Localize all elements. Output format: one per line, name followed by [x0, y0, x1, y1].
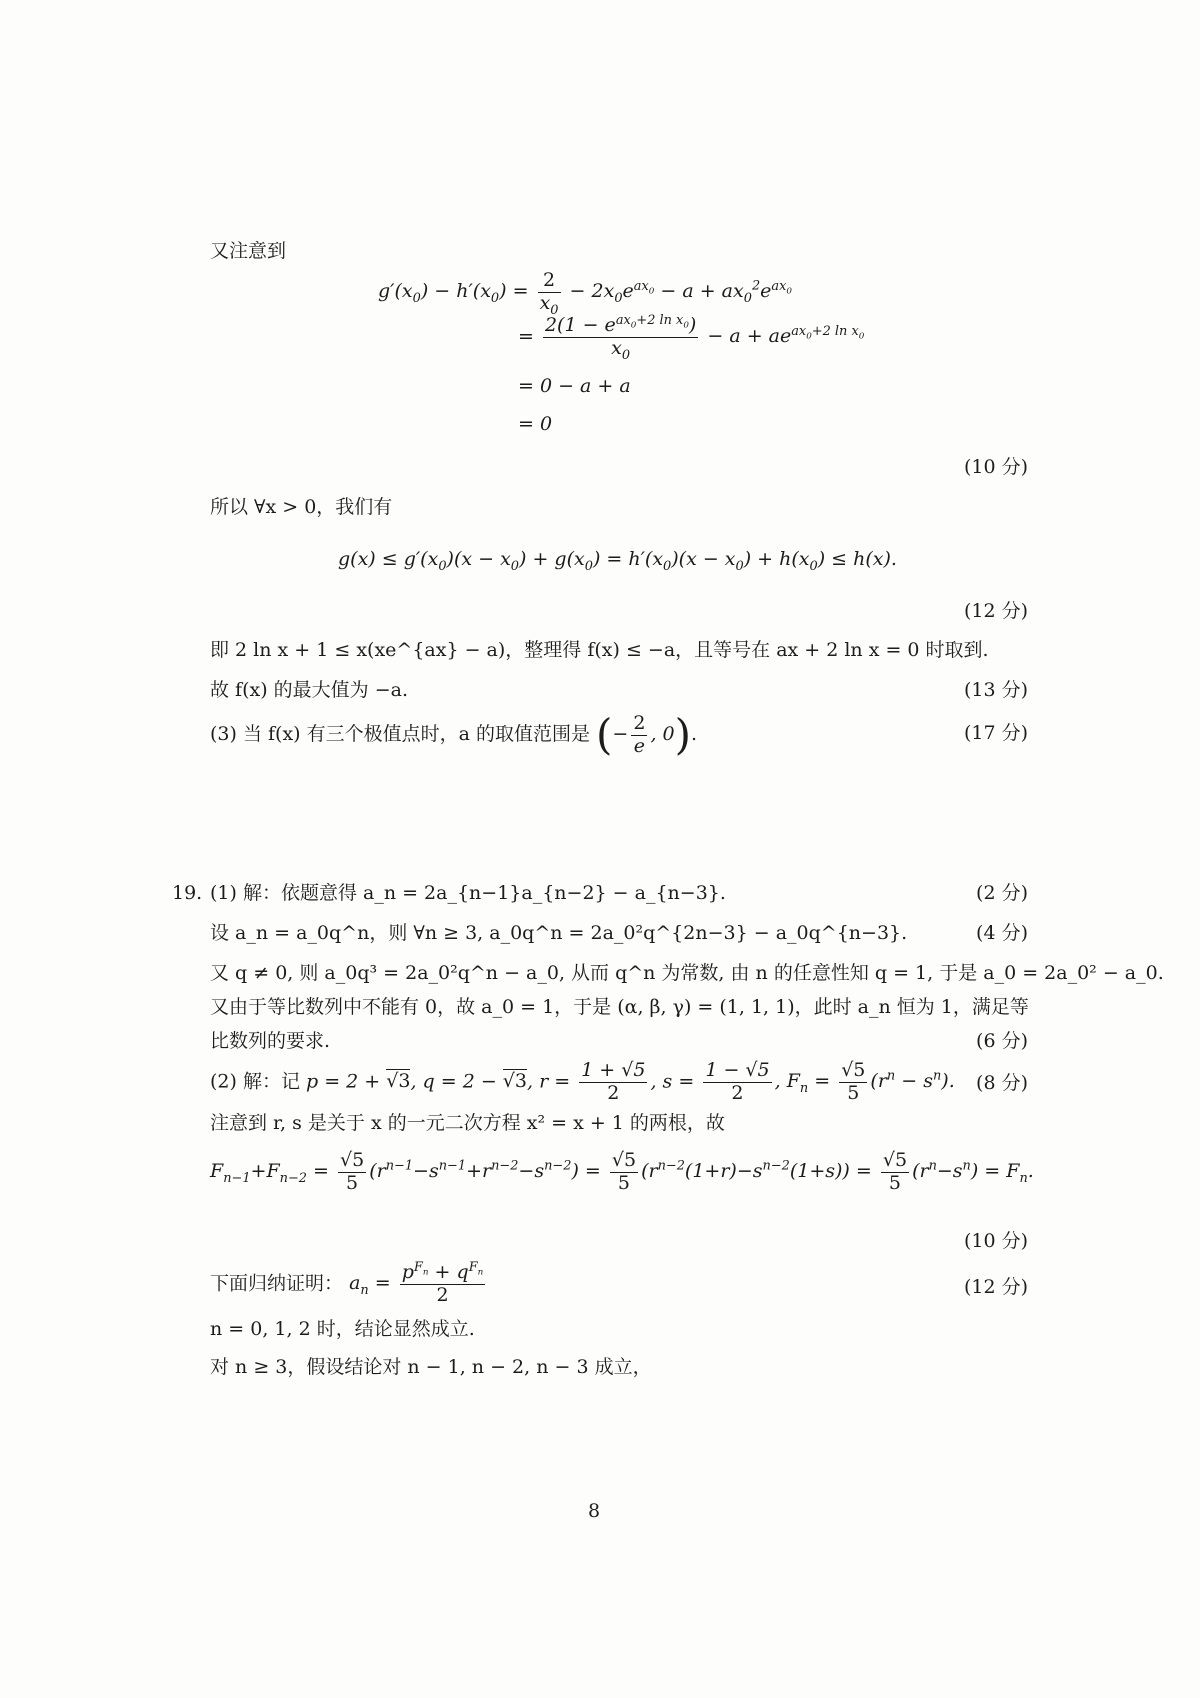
points-4: (4 分)	[976, 922, 1028, 944]
derivation-line-3: = 0 − a + a	[518, 375, 631, 397]
points-2: (2 分)	[976, 882, 1028, 904]
q19-part1-line5: 比数列的要求.	[210, 1030, 331, 1052]
q19-part1-line3: 又 q ≠ 0, 则 a_0q³ = 2a_0²q^n − a_0, 从而 q^n 为常数, 由 n 的任意性知 q = 1, 于是 a_0 = 2a_0² − a_0.	[210, 962, 1164, 984]
induction-step: 对 n ≥ 3，假设结论对 n − 1, n − 2, n − 3 成立，	[210, 1356, 652, 1378]
derivation-line-4: = 0	[518, 413, 553, 435]
q19-part1-line4: 又由于等比数列中不能有 0，故 a_0 = 1，于是 (α, β, γ) = (1, 1, 1)，此时 a_n 恒为 1，满足等	[210, 996, 1029, 1018]
points-10-a: (10 分)	[963, 456, 1028, 478]
therefore-text: 所以 ∀x > 0，我们有	[210, 496, 393, 518]
problem-number: 19.	[172, 882, 203, 904]
inequality-sentence: 即 2 ln x + 1 ≤ x(xe^{ax} − a)，整理得 f(x) ≤ −a，且等号在 ax + 2 ln x = 0 时取到.	[210, 639, 989, 661]
intro-text: 又注意到	[210, 240, 287, 262]
q19-part2-intro: (2) 解：记	[210, 1070, 300, 1093]
page-number: 8	[588, 1500, 601, 1522]
points-12-a: (12 分)	[963, 600, 1028, 622]
points-13: (13 分)	[963, 679, 1028, 701]
points-12-b: (12 分)	[963, 1276, 1028, 1298]
derivation-line-2: = $2(1 - e^{ax_0+2 ln x_0})$ $x_0$ − $a + ae^{ax_0+2 ln x_0}$	[518, 312, 865, 363]
points-8: (8 分)	[976, 1072, 1028, 1094]
derivation-line-1: $g'(x_0) - h'(x_0)$ = $\frac{2}{x_0}$ − $2x_0e^{ax_0} - a + ax_0^2e^{ax_0}$	[378, 269, 792, 318]
part3-line: (3) 当 f(x) 有三个极值点时，a 的取值范围是 (− $\frac{2}{e}$ , 0).	[210, 710, 698, 759]
points-6: (6 分)	[976, 1030, 1028, 1052]
points-10-b: (10 分)	[963, 1230, 1028, 1252]
points-17: (17 分)	[963, 722, 1028, 744]
q19-part2-note: 注意到 r, s 是关于 x 的一元二次方程 x² = x + 1 的两根，故	[210, 1112, 725, 1134]
fibonacci-identity: $F_{n-1}+F_{n-2}$ = $\frac{√5}{5}$ $(r^{n-1}-s^{n-1}+r^{n-2}-s^{n-2})$ = $\frac{√5}{5}$ $(r^{n-2}(1+r)-s^{n-2}(1+s))$ = $\frac{√5}{5}$ $(r^n-s^n) = F_n$.	[210, 1149, 1034, 1194]
max-value-sentence: 故 f(x) 的最大值为 −a.	[210, 679, 408, 701]
base-case: n = 0, 1, 2 时，结论显然成立.	[210, 1318, 475, 1340]
q19-part2-defs: (2) 解：记 p = 2 + √3, q = 2 − √3, r = $\frac{1 + √5}{2}$ , s = $\frac{1 - √5}{2}$ , $F_n$ = $\frac{√5}{5}$ $(r^n - s^n)$.	[210, 1059, 955, 1104]
q19-part1-line2: 设 a_n = a_0q^n，则 ∀n ≥ 3, a_0q^n = 2a_0²q^{2n−3} − a_0q^{n−3}.	[210, 922, 908, 944]
q19-part1-line1: (1) 解：依题意得 a_n = 2a_{n−1}a_{n−2} − a_{n−3}.	[210, 882, 726, 904]
inequality-chain: $g(x) \le g'(x_0)(x - x_0) + g(x_0) = h'(x_0)(x - x_0) + h(x_0) \le h(x)$.	[338, 548, 897, 574]
induction-claim-line: 下面归纳证明： $a_n$ = $p^{F_n} + q^{F_n}$ 2	[210, 1259, 484, 1306]
induction-claim-text: 下面归纳证明：	[210, 1272, 344, 1295]
part3-text: (3) 当 f(x) 有三个极值点时，a 的取值范围是	[210, 723, 590, 746]
